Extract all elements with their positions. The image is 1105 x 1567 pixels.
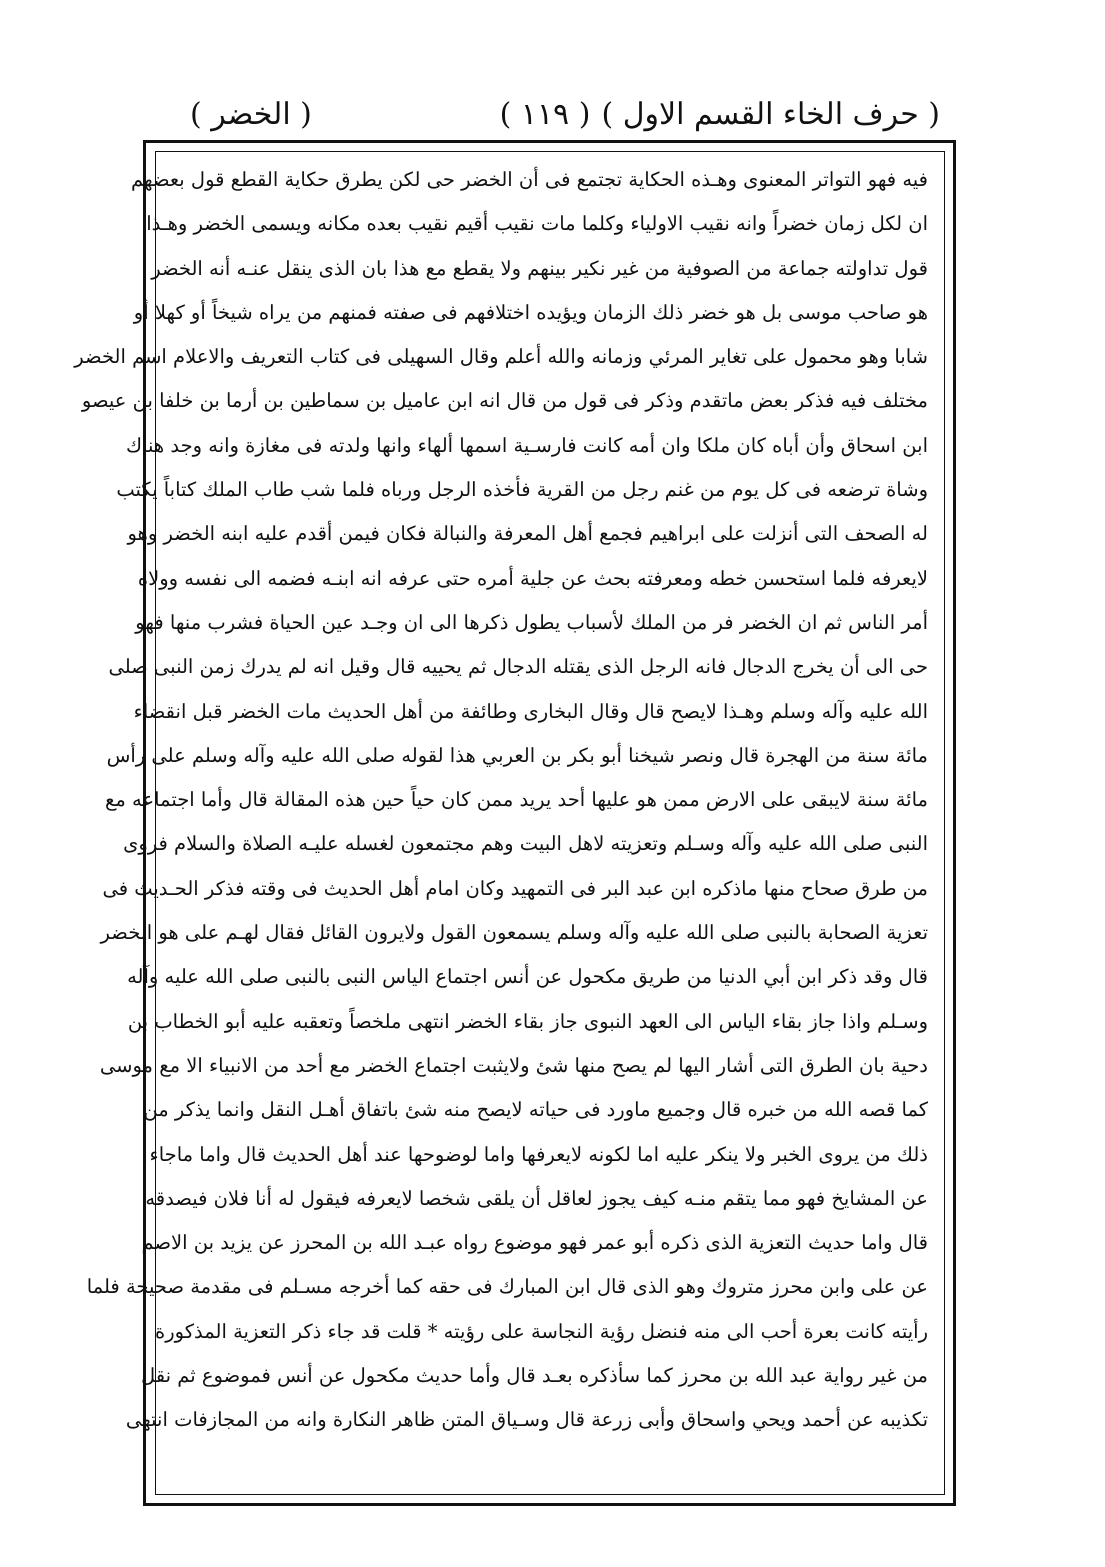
text-line: الله عليه وآله وسلم وهـذا لايصح قال وقال البخارى وطائفة من أهل الحديث مات الخضر قبل انقضاء bbox=[133, 699, 928, 723]
entry-title: ( الخضر ) bbox=[190, 97, 312, 132]
text-line: وسـلم واذا جاز بقاء الياس الى العهد النبوى جاز بقاء الخضر انتهى ملخصاً وتعقبه عليه أبو الخطاب بن bbox=[127, 1009, 928, 1033]
text-line: حى الى أن يخرج الدجال فانه الرجل الذى يقتله الدجال ثم يحييه قال وقيل انه لم يدرك زمن النبى صلى bbox=[108, 655, 928, 679]
section-title: ( حرف الخاء القسم الاول ) bbox=[601, 97, 940, 132]
text-line: مائة سنة من الهجرة قال ونصر شيخنا أبو بكر بن العربي هذا لقوله صلى الله عليه وآله وسلم على رأس bbox=[106, 743, 928, 767]
text-line: مختلف فيه فذكر بعض ماتقدم وذكر فى قول من قال انه ابن عاميل بن سماطين بن أرما بن خلفا بن عيصو bbox=[81, 389, 928, 413]
text-line: عن المشايخ فهو مما يتقم منـه كيف يجوز لعاقل أن يلقى شخصا لايعرفه فيقول له أنا فلان فيصدقه bbox=[145, 1186, 928, 1210]
text-line: فيه فهو التواتر المعنوى وهـذه الحكاية تجتمع فى أن الخضر حى لكن يطرق حكاية القطع قول بعضهم bbox=[131, 168, 928, 191]
text-line: قول تداولته جماعة من الصوفية من غير نكير بينهم ولا يقطع مع هذا بان الذى ينقل عنـه أنه الخضر bbox=[151, 256, 928, 280]
text-line: النبى صلى الله عليه وآله وسـلم وتعزيته لاهل البيت وهم مجتمعون لغسله عليـه الصلاة والسلام فروى bbox=[123, 832, 928, 856]
text-line: من غير رواية عبد الله بن محرز كما سأذكره بعـد قال وأما حديث مكحول عن أنس فموضوع ثم نقل bbox=[141, 1364, 928, 1388]
text-body bbox=[74, 158, 928, 1488]
text-line: شابا وهو محمول على تغاير المرئي وزمانه والله أعلم وقال السهيلى فى كتاب التعريف والاعلام اسم الخضر bbox=[74, 345, 928, 369]
text-line: كما قصه الله من خبره قال وجميع ماورد فى حياته لايصح منه شئ باتفاق أهـل النقل وانما يذكر من bbox=[143, 1098, 928, 1122]
text-line: قال وقد ذكر ابن أبي الدنيا من طريق مكحول عن أنس اجتماع الياس النبى بالنبى صلى الله عليه وآله bbox=[127, 965, 928, 989]
text-line: رأيته كانت بعرة أحب الى منه فنضل رؤية النجاسة على رؤيته * قلت قد جاء ذكر التعزية المذكورة bbox=[155, 1319, 928, 1343]
text-line: ابن اسحاق وأن أباه كان ملكا وان أمه كانت فارسـية اسمها ألهاء وانها ولدته فى مغازة وانه وجد هناك bbox=[125, 433, 928, 457]
text-line: تعزية الصحابة بالنبى صلى الله عليه وآله وسلم يسمعون القول ولايرون القائل فقال لهـم على هو الخضر bbox=[100, 921, 928, 945]
text-line: لايعرفه فلما استحسن خطه ومعرفته بحث عن جلية أمره حتى عرفه انه ابنـه فضمه الى نفسه وولاه bbox=[137, 566, 928, 590]
text-line: وشاة ترضعه فى كل يوم من غنم رجل من القرية فأخذه الرجل ورباه فلما شب طاب الملك كتاباً يكتب bbox=[116, 478, 928, 502]
text-line: قال واما حديث التعزية الذى ذكره أبو عمر فهو موضوع رواه عبـد الله بن المحرز عن يزيد بن الاصم bbox=[141, 1231, 928, 1255]
text-line: له الصحف التى أنزلت على ابراهيم فجمع أهل المعرفة والنبالة فكان فيمن أقدم عليه ابنه الخضر وهو bbox=[127, 522, 928, 546]
text-line: تكذيبه عن أحمد ويحي واسحاق وأبى زرعة قال وسـياق المتن ظاهر النكارة وانه من المجازفات انتهى bbox=[125, 1408, 928, 1432]
text-line: مائة سنة لايبقى على الارض ممن هو عليها أحد يريد ممن كان حياً حين هذه المقالة قال وأما اجتماعه مع bbox=[105, 788, 928, 812]
text-line: هو صاحب موسى بل هو خضر ذلك الزمان ويؤيده اختلافهم فى صفته فمنهم من يراه شيخاً أو كهلا أو bbox=[133, 300, 928, 324]
text-line: ذلك من يروى الخبر ولا ينكر عليه اما لكونه لايعرفها واما لوضوحها عند أهل الحديث قال واما ماجاء bbox=[149, 1142, 928, 1166]
text-line: ان لكل زمان خضراً وانه نقيب الاولياء وكلما مات نقيب أقيم نقيب بعده مكانه ويسمى الخضر وهـذا bbox=[146, 212, 928, 236]
text-line: عن على وابن محرز متروك وهو الذى قال ابن المبارك فى حقه كما أخرجه مسـلم فى مقدمة صحيحة فلما bbox=[86, 1275, 928, 1299]
text-line: أمر الناس ثم ان الخضر فر من الملك لأسباب يطول ذكرها الى ان وجـد عين الحياة فشرب منها فهو bbox=[135, 610, 928, 634]
page-header bbox=[150, 90, 940, 140]
text-line: دحية بان الطرق التى أشار اليها لم يصح منها شئ ولايثبت اجتماع الخضر مع أحد من الانبياء الا مع موسى bbox=[99, 1053, 928, 1077]
text-line: من طرق صحاح منها ماذكره ابن عبد البر فى التمهيد وكان امام أهل الحديث فى وقته فذكر الحـديث فى bbox=[102, 876, 928, 900]
page-number: ( ١١٩ ) bbox=[499, 97, 591, 132]
